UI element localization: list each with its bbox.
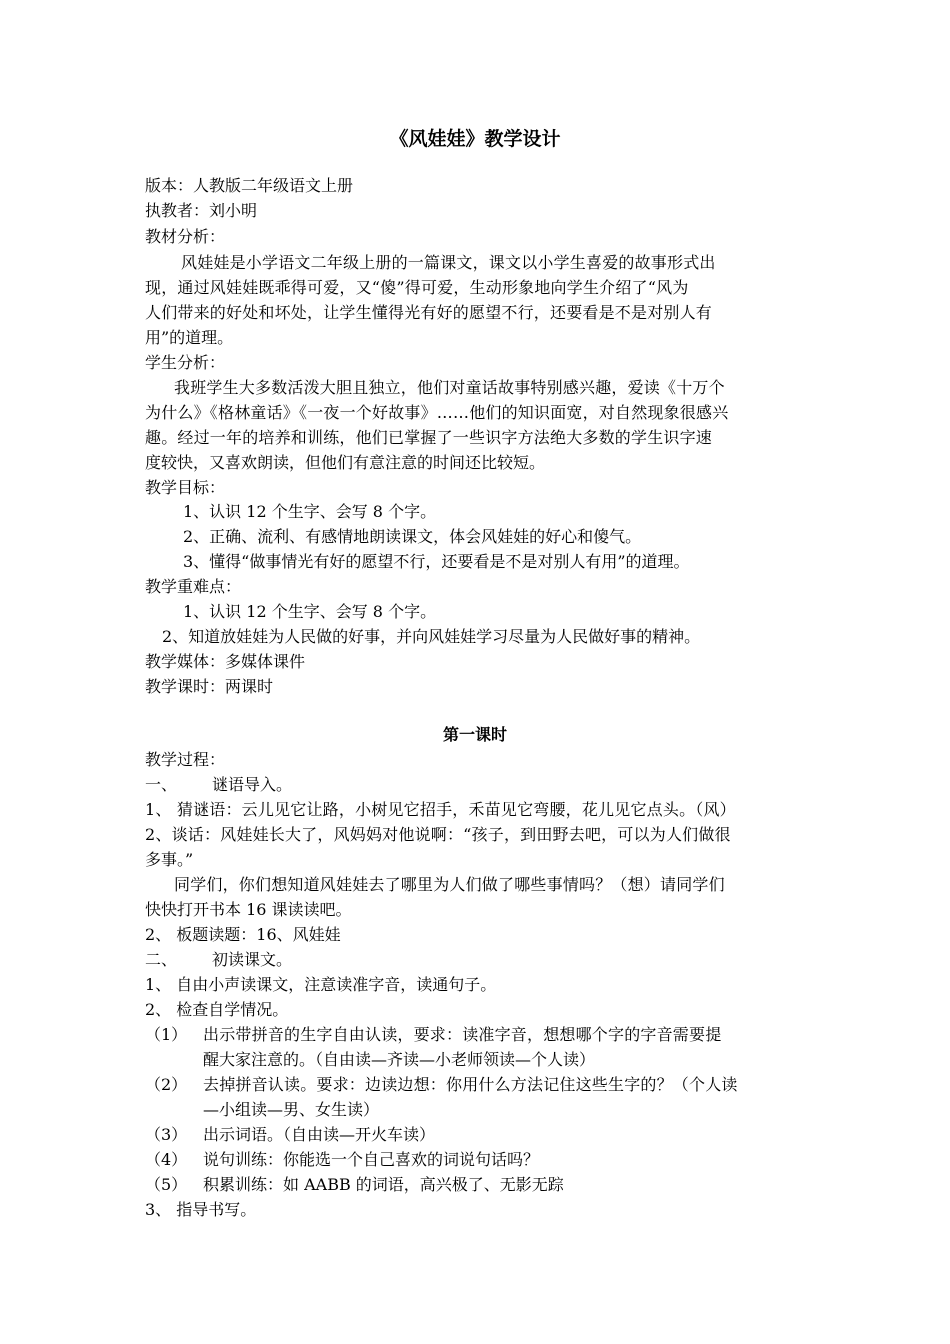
sub-item-text: 出示带拼音的生字自由认读，要求：读准字音，想想哪个字的字音需要提 (203, 1025, 722, 1044)
section-number: 一、 (145, 775, 178, 794)
section-title: 谜语导入。 (212, 775, 293, 794)
sub-item-text: 积累训练：如 AABB 的词语，高兴极了、无影无踪 (203, 1175, 564, 1194)
process-heading: 教学过程： (145, 750, 226, 769)
document-title: 《风娃娃》教学设计 (389, 128, 561, 150)
sub-item-number: （1） (145, 1025, 188, 1044)
key-point-item: 2、知道放娃娃为人民做的好事，并向风娃娃学习尽量为人民做好事的精神。 (162, 627, 701, 646)
goals-heading: 教学目标： (145, 478, 226, 497)
sub-item-text: 说句训练：你能选一个自己喜欢的词说句话吗？ (203, 1150, 540, 1169)
material-analysis-line: 风娃娃是小学语文二年级上册的一篇课文，课文以小学生喜爱的故事形式出 (181, 253, 716, 272)
student-analysis-line: 度较快，又喜欢朗读，但他们有意注意的时间还比较短。 (145, 453, 546, 472)
goal-item: 1、认识 12 个生字、会写 8 个字。 (183, 502, 437, 521)
sub-item-number: （4） (145, 1150, 188, 1169)
process-line: 1、 猜谜语：云儿见它让路，小树见它招手，禾苗见它弯腰，花儿见它点头。（风） (145, 800, 736, 819)
key-points-heading: 教学重难点： (145, 577, 242, 596)
material-analysis-line: 人们带来的好处和坏处，让学生懂得光有好的愿望不行，还要看是不是对别人有 (145, 303, 713, 322)
process-line: 2、 板题读题：16、风娃娃 (145, 925, 341, 944)
student-analysis-line: 趣。经过一年的培养和训练，他们已掌握了一些识字方法绝大多数的学生识字速 (145, 428, 713, 447)
process-line: 3、 指导书写。 (145, 1200, 257, 1219)
sub-item-number: （3） (145, 1125, 188, 1144)
process-line: 同学们，你们想知道风娃娃去了哪里为人们做了哪些事情吗？（想）请同学们 (174, 875, 725, 894)
process-line: 1、 自由小声读课文，注意读准字音，读通句子。 (145, 975, 497, 994)
student-analysis-line: 我班学生大多数活泼大胆且独立，他们对童话故事特别感兴趣，爱读《十万个 (174, 378, 725, 397)
lesson-title: 第一课时 (442, 725, 507, 744)
student-analysis-heading: 学生分析： (145, 353, 226, 372)
process-line: 快快打开书本 16 课读读吧。 (145, 900, 352, 919)
material-analysis-heading: 教材分析： (145, 227, 226, 246)
teacher-line: 执教者：刘小明 (145, 201, 258, 220)
material-analysis-line: 现，通过风娃娃既乖得可爱，又“傻”得可爱，生动形象地向学生介绍了“风为 (145, 278, 689, 297)
sub-item-text: 醒大家注意的。（自由读—齐读—小老师领读—个人读） (203, 1050, 596, 1069)
goal-item: 3、懂得“做事情光有好的愿望不行，还要看是不是对别人有用”的道理。 (183, 552, 690, 571)
key-point-item: 1、认识 12 个生字、会写 8 个字。 (183, 602, 437, 621)
process-line: 2、谈话：风娃娃长大了，风妈妈对他说啊：“孩子，到田野去吧，可以为人们做很 (145, 825, 731, 844)
sub-item-number: （5） (145, 1175, 188, 1194)
section-number: 二、 (145, 950, 178, 969)
sub-item-text: 出示词语。（自由读—开火车读） (203, 1125, 436, 1144)
process-line: 2、 检查自学情况。 (145, 1000, 289, 1019)
process-line: 多事。” (145, 850, 194, 869)
edition-line: 版本：人教版二年级语文上册 (145, 176, 354, 195)
sub-item-number: （2） (145, 1075, 188, 1094)
media-line: 教学媒体：多媒体课件 (145, 652, 306, 671)
goal-item: 2、正确、流利、有感情地朗读课文，体会风娃娃的好心和傻气。 (183, 527, 642, 546)
hours-line: 教学课时：两课时 (145, 677, 274, 696)
section-title: 初读课文。 (212, 950, 293, 969)
student-analysis-line: 为什么》《格林童话》《一夜一个好故事》……他们的知识面宽，对自然现象很感兴 (145, 403, 729, 422)
sub-item-text: —小组读—男、女生读） (203, 1100, 380, 1119)
material-analysis-line: 用”的道理。 (145, 328, 234, 347)
sub-item-text: 去掉拼音认读。要求：边读边想：你用什么方法记住这些生字的？（个人读 (203, 1075, 738, 1094)
